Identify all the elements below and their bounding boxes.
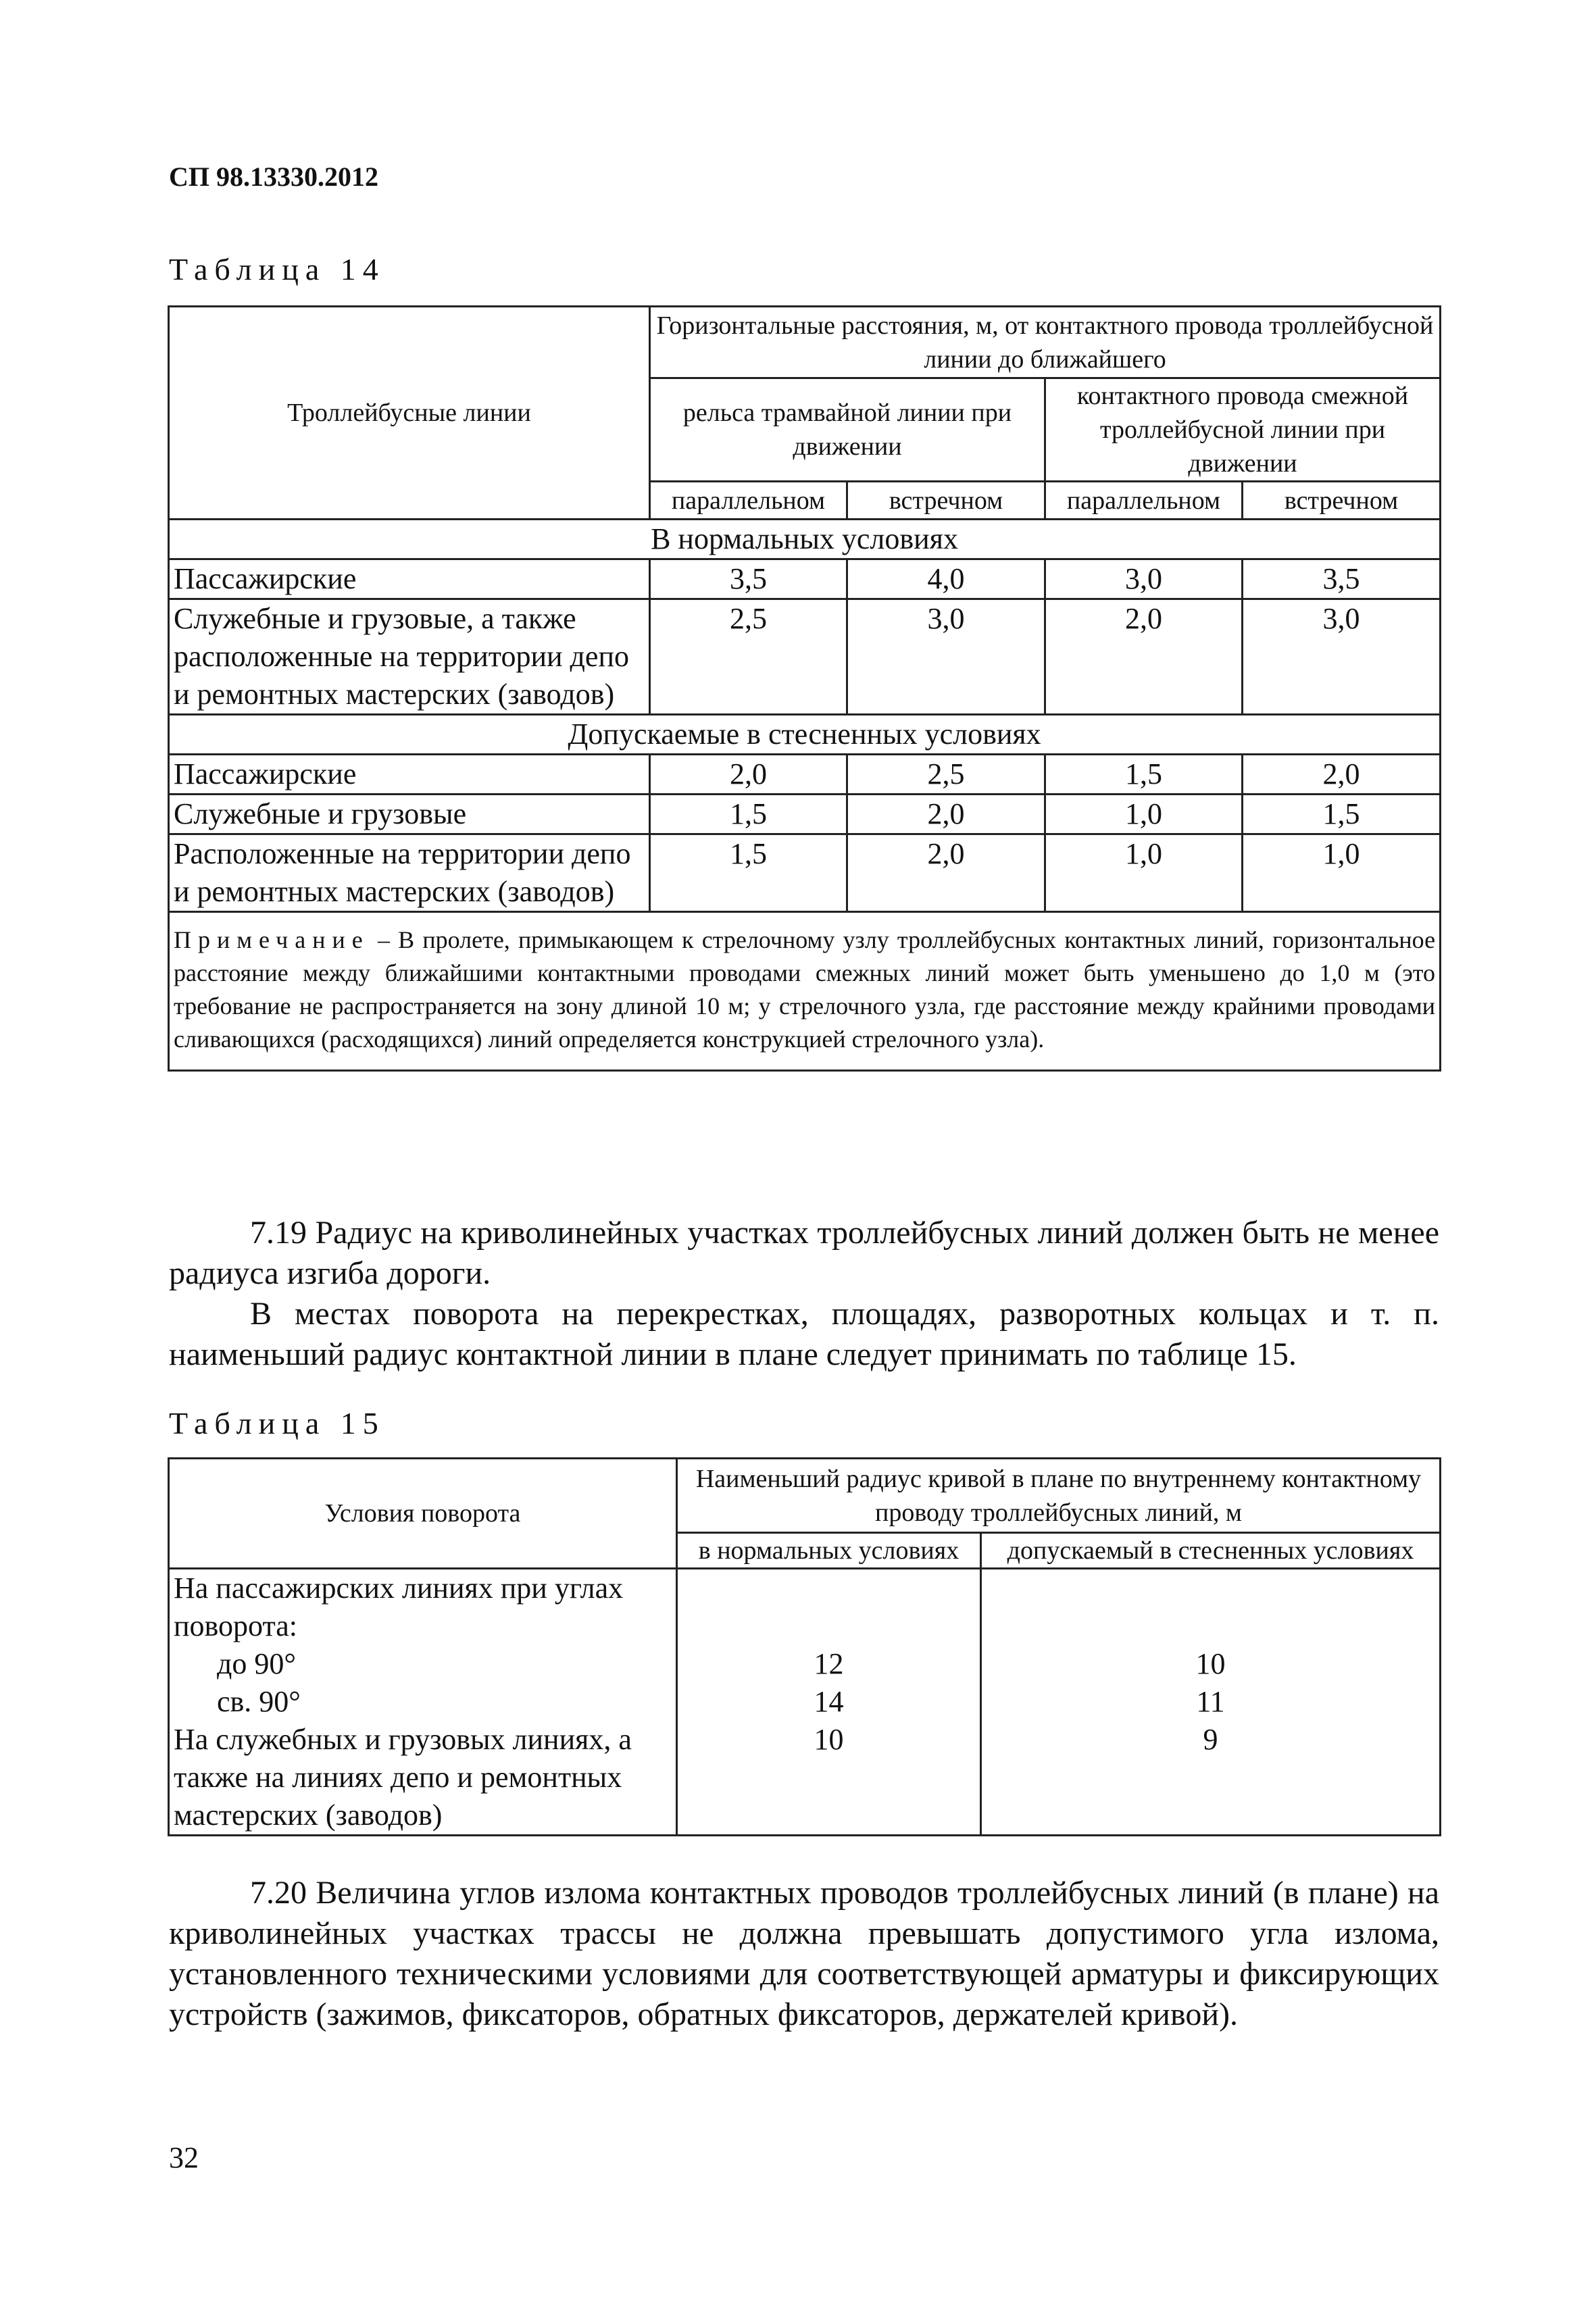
value-cell: 11 xyxy=(981,1683,1441,1721)
header-rail-parallel: параллельном xyxy=(650,482,847,520)
row-label: Пассажирские xyxy=(169,559,650,599)
note-label: Примечание xyxy=(174,926,370,953)
row-label: Расположенные на территории депо и ремонтных мастерских (заводов) xyxy=(169,834,650,912)
value-cell: 3,5 xyxy=(650,559,847,599)
value-cell xyxy=(981,1569,1441,1646)
value-cell: 1,5 xyxy=(650,795,847,834)
value-cell: 1,0 xyxy=(1243,834,1441,912)
paragraph-7-19: 7.19 Радиус на криволинейных участках троллейбусных линий должен быть не менее радиуса изгиба дороги. xyxy=(169,1215,1439,1291)
header-tram-rail: рельса трамвайной линии при движении xyxy=(650,378,1045,482)
value-cell: 1,0 xyxy=(1045,834,1243,912)
value-cell: 1,0 xyxy=(1045,795,1243,834)
table-14-note xyxy=(169,912,1441,1071)
row-label: На служебных и грузовых линиях, а также на линиях депо и ремонтных мастерских (заводов) xyxy=(169,1721,677,1836)
value-cell: 1,5 xyxy=(1045,755,1243,795)
value-cell: 2,0 xyxy=(1045,599,1243,715)
section-constrained-title: Допускаемые в стесненных условиях xyxy=(169,715,1441,755)
page-number: 32 xyxy=(169,2141,199,2174)
value-cell: 2,0 xyxy=(847,834,1045,912)
value-cell: 3,0 xyxy=(1045,559,1243,599)
value-cell: 4,0 xyxy=(847,559,1045,599)
header-wire-opposite: встречном xyxy=(1243,482,1441,520)
row-label: Пассажирские xyxy=(169,755,650,795)
value-cell: 2,0 xyxy=(1243,755,1441,795)
row-label: св. 90° xyxy=(169,1683,677,1721)
row-label: Служебные и грузовые xyxy=(169,795,650,834)
value-cell: 2,5 xyxy=(847,755,1045,795)
row-label: до 90° xyxy=(169,1645,677,1683)
value-cell: 2,0 xyxy=(650,755,847,795)
value-cell: 10 xyxy=(981,1645,1441,1683)
section-normal-title: В нормальных условиях xyxy=(169,520,1441,559)
table-14 xyxy=(168,305,1441,1072)
table-15 xyxy=(168,1457,1441,1836)
paragraph-7-20: 7.20 Величина углов излома контактных проводов троллейбусных линий (в плане) на криволинейных участках трассы не должна превышать допустимого угла излома, установленного техническими условиями для соответствующей арматуры и фиксирующих устройств (зажимов, фиксаторов, обратных фиксаторов, держателей кривой). xyxy=(169,1875,1439,2032)
value-cell: 3,0 xyxy=(1243,599,1441,715)
document-code: СП 98.13330.2012 xyxy=(169,161,378,192)
row-label: Служебные и грузовые, а также расположенные на территории депо и ремонтных мастерских (заводов) xyxy=(169,599,650,715)
value-cell: 3,0 xyxy=(847,599,1045,715)
header-normal: в нормальных условиях xyxy=(677,1533,981,1569)
header-adjacent-wire: контактного провода смежной троллейбусной линии при движении xyxy=(1045,378,1441,482)
header-conditions: Условия поворота xyxy=(169,1459,677,1569)
row-label: На пассажирских линиях при углах поворота: xyxy=(169,1569,677,1646)
table-14-caption: Таблица 14 xyxy=(169,252,385,286)
header-radius-group: Наименьший радиус кривой в плане по внутреннему контактному проводу троллейбусных линий, м xyxy=(677,1459,1441,1533)
header-constrained: допускаемый в стесненных условиях xyxy=(981,1533,1441,1569)
header-wire-parallel: параллельном xyxy=(1045,482,1243,520)
value-cell: 14 xyxy=(677,1683,981,1721)
value-cell: 1,5 xyxy=(650,834,847,912)
value-cell: 12 xyxy=(677,1645,981,1683)
header-rail-opposite: встречном xyxy=(847,482,1045,520)
value-cell: 2,5 xyxy=(650,599,847,715)
value-cell: 1,5 xyxy=(1243,795,1441,834)
value-cell: 2,0 xyxy=(847,795,1045,834)
header-distance-group: Горизонтальные расстояния, м, от контактного провода троллейбусной линии до ближайшего xyxy=(650,307,1441,378)
table-15-caption: Таблица 15 xyxy=(169,1406,385,1440)
note-text: – В пролете, примыкающем к стрелочному узлу троллейбусных контактных линий, горизонтальное расстояние между ближайшими контактными проводами смежных линий может быть уменьшено до 1,0 м (это требование не распространяется на зону длиной 10 м; у стрелочного узла, где расстояние между крайними проводами сливающихся (расходящихся) линий определяется конструкцией стрелочного узла). xyxy=(174,926,1436,1053)
value-cell: 10 xyxy=(677,1721,981,1836)
value-cell xyxy=(677,1569,981,1646)
header-lines: Троллейбусные линии xyxy=(169,307,650,520)
paragraph-7-19-continued: В местах поворота на перекрестках, площадях, разворотных кольцах и т. п. наименьший радиус контактной линии в плане следует принимать по таблице 15. xyxy=(169,1296,1439,1372)
value-cell: 9 xyxy=(981,1721,1441,1836)
value-cell: 3,5 xyxy=(1243,559,1441,599)
